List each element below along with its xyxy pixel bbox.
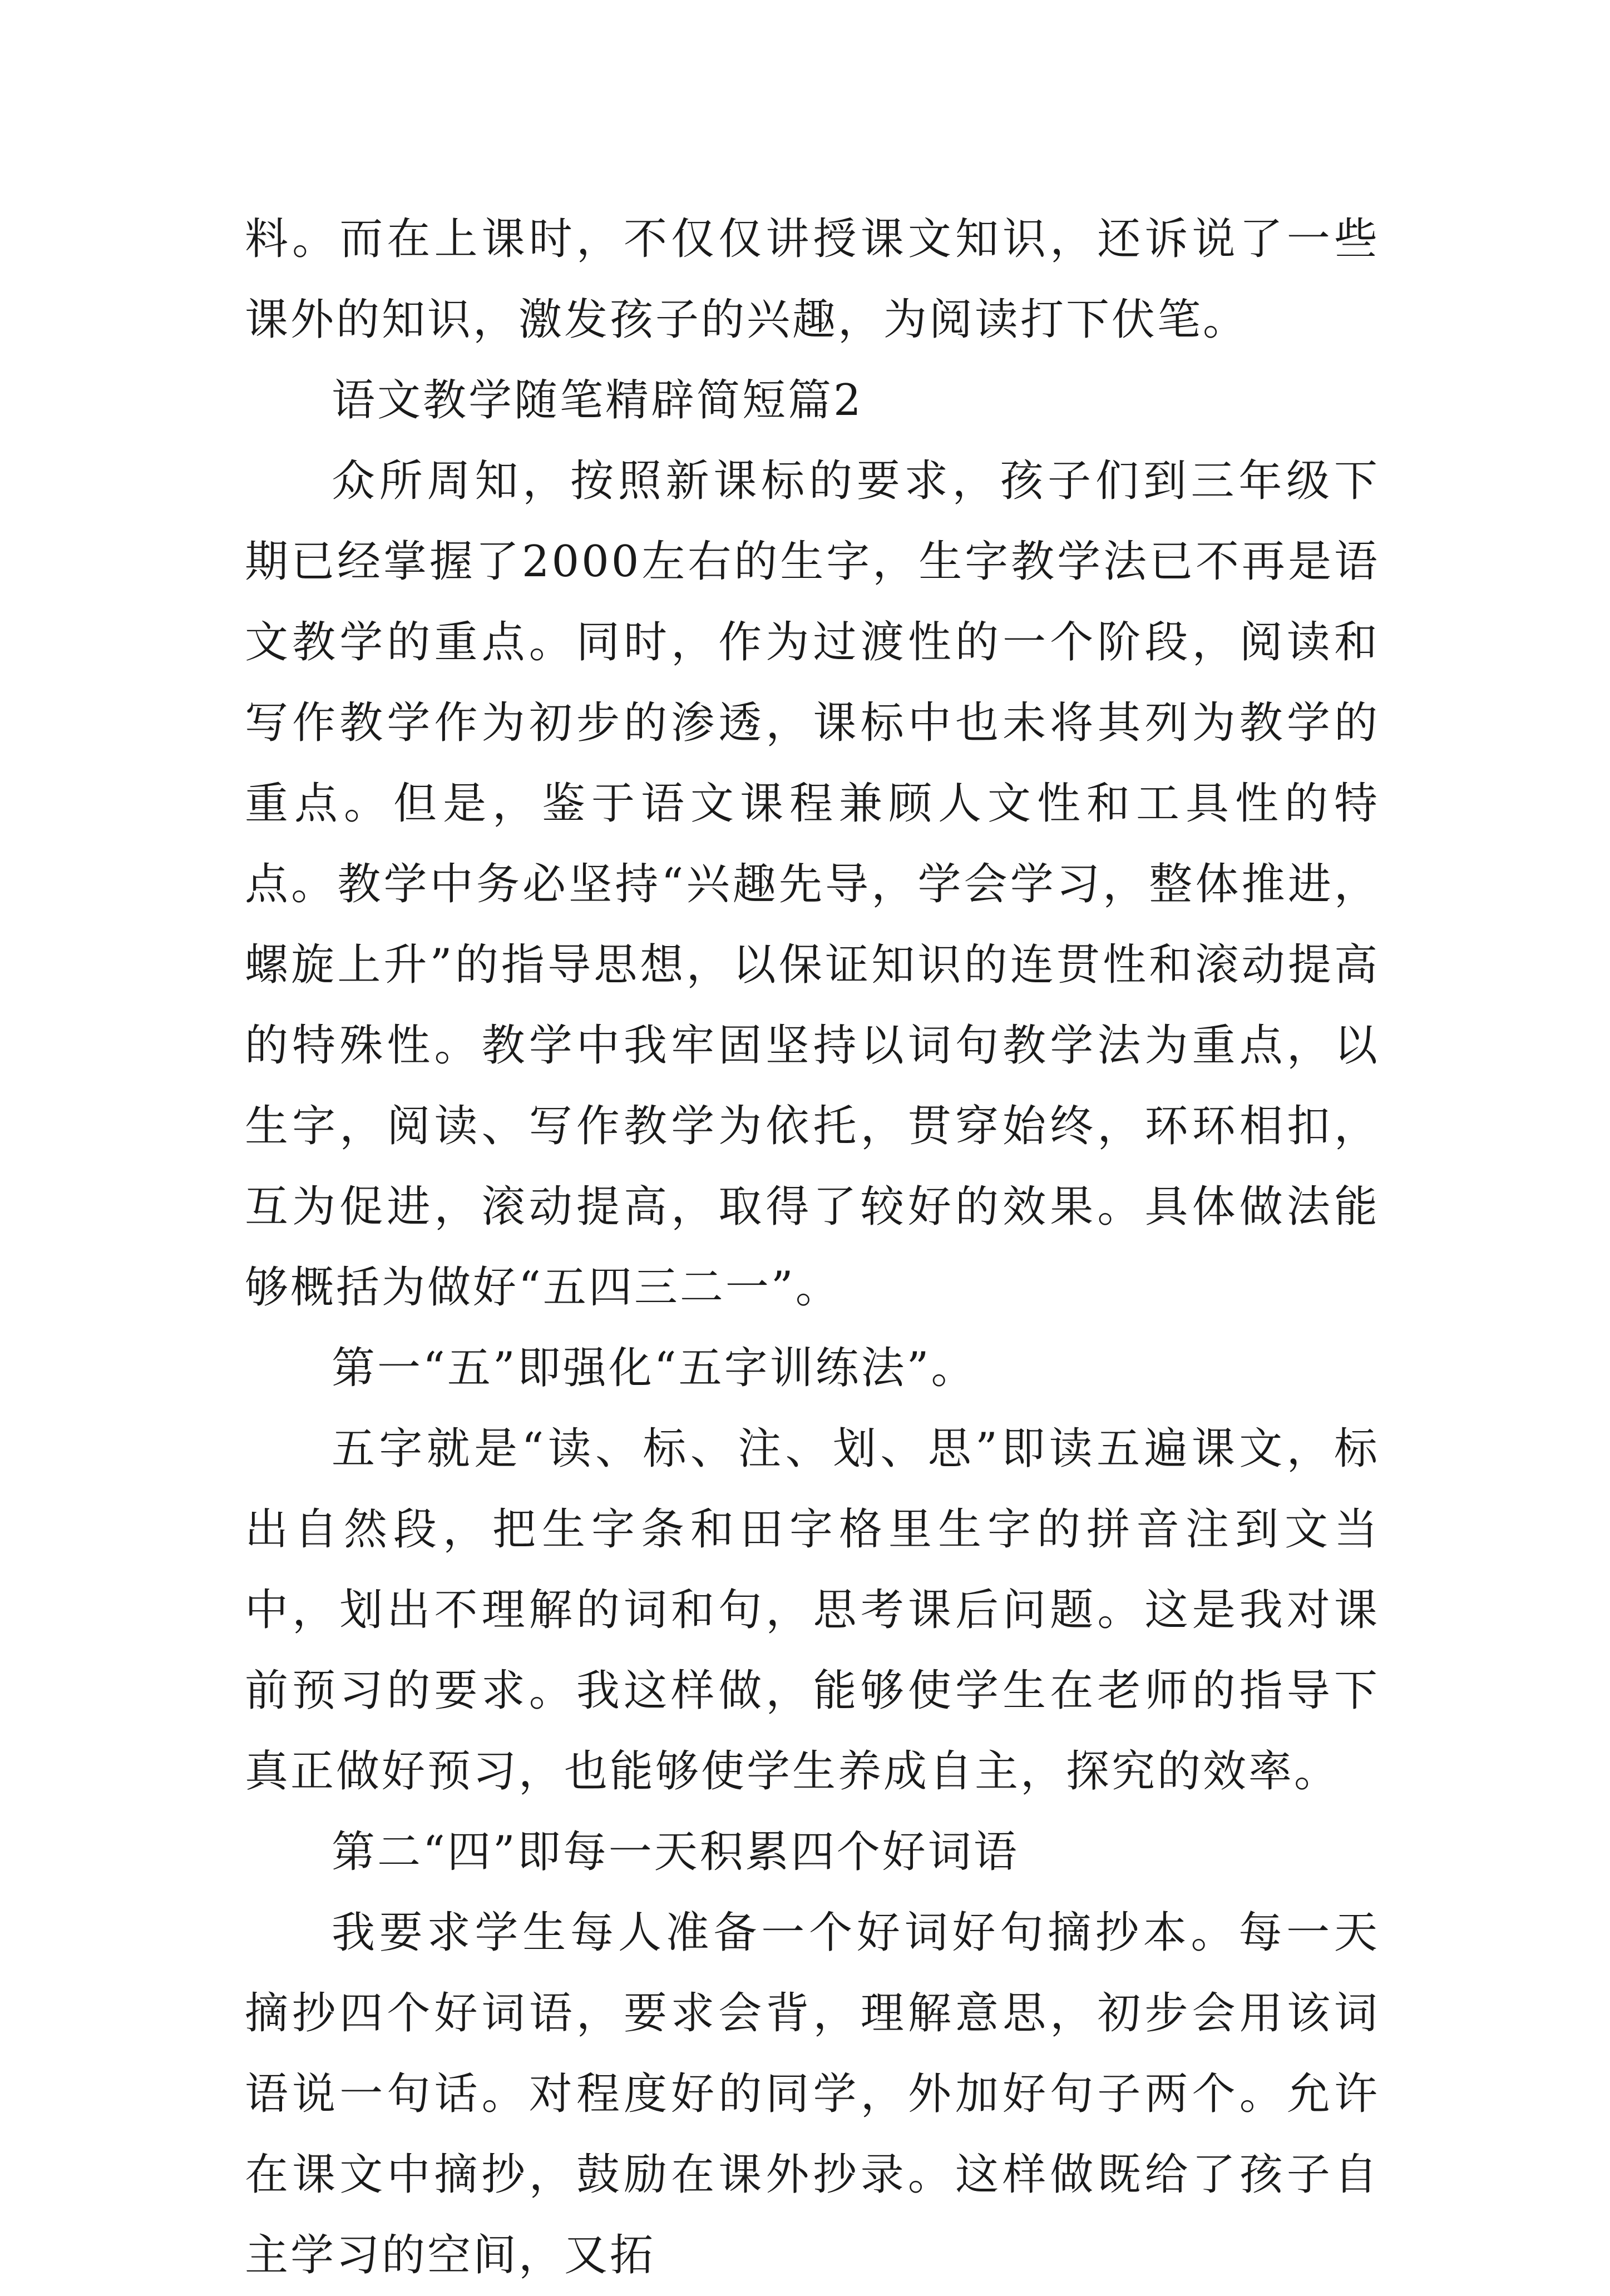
section-heading: 语文教学随笔精辟简短篇2	[332, 375, 863, 425]
paragraph-word-collection: 我要求学生每人准备一个好词好句摘抄本。每一天摘抄四个好词语，要求会背，理解意思，初步会用该词语说一句话。对程度好的同学，外加好句子两个。允许在课文中摘抄，鼓励在课外抄录。这样做既给了孩子自主学习的空间，又拓	[245, 1908, 1380, 2280]
subheading-first: 第一“五”即强化“五字训练法”。	[332, 1343, 977, 1393]
paragraph-continuation: 料。而在上课时，不仅仅讲授课文知识，还诉说了一些课外的知识，激发孩子的兴趣，为阅读打下伏笔。	[245, 214, 1380, 345]
document-body	[245, 199, 1380, 2296]
paragraph-five-methods: 五字就是“读、标、注、划、思”即读五遍课文，标出自然段，把生字条和田字格里生字的拼音注到文当中，划出不理解的词和句，思考课后问题。这是我对课前预习的要求。我这样做，能够使学生在老师的指导下真正做好预习，也能够使学生养成自主，探究的效率。	[245, 1424, 1380, 1797]
subheading-second: 第二“四”即每一天积累四个好词语	[332, 1827, 1019, 1877]
paragraph-intro: 众所周知，按照新课标的要求，孩子们到三年级下期已经掌握了2000左右的生字，生字教学法已不再是语文教学的重点。同时，作为过渡性的一个阶段，阅读和写作教学作为初步的渗透，课标中也未将其列为教学的重点。但是，鉴于语文课程兼顾人文性和工具性的特点。教学中务必坚持“兴趣先导，学会学习，整体推进，螺旋上升”的指导思想，以保证知识的连贯性和滚动提高的特殊性。教学中我牢固坚持以词句教学法为重点，以生字，阅读、写作教学为依托，贯穿始终，环环相扣，互为促进，滚动提高，取得了较好的效果。具体做法能够概括为做好“五四三二一”。	[245, 456, 1380, 1313]
